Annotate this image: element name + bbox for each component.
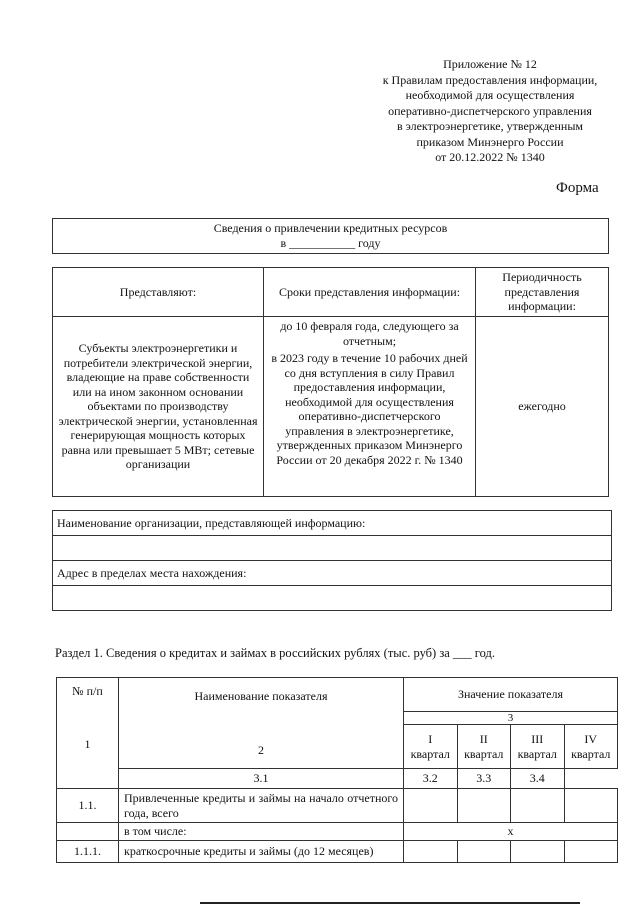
credits-table: [56, 677, 618, 863]
organization-table: [52, 510, 612, 611]
value-cell[interactable]: [457, 789, 511, 823]
periodicity-cell: ежегодно: [476, 317, 609, 497]
row-num: 1.1.: [57, 789, 119, 823]
appendix-line: от 20.12.2022 № 1340: [435, 150, 545, 164]
appendix-line: Приложение № 12: [443, 57, 537, 71]
quarter-3-code: 3.3: [457, 769, 511, 789]
appendix-header: [360, 57, 620, 166]
quarter-label: квартал: [571, 746, 611, 761]
submission-table: [52, 267, 609, 497]
value-cell[interactable]: [404, 789, 458, 823]
form-title-line1: Сведения о привлечении кредитных ресурсов: [213, 221, 448, 235]
page-bottom-line: [200, 902, 580, 904]
header-periodicity: Периодичность представления информации:: [476, 268, 609, 317]
quarter-roman: III: [531, 732, 544, 746]
quarter-roman: II: [479, 732, 488, 746]
who-cell: Субъекты электроэнергетики и потребители электрической энергии, владеющие на праве собственности или на ином законном основании объектами по производству электрической энергии, установленная генерирующая мощность которых равна или превышает 5 МВт; сетевые организации: [53, 317, 264, 497]
address-field[interactable]: [53, 586, 612, 611]
header-who: Представляют:: [53, 268, 264, 317]
row-num: 1.1.1.: [57, 840, 119, 862]
form-title-line2: в ___________ году: [280, 236, 381, 250]
value-cell[interactable]: [564, 840, 618, 862]
value-cell[interactable]: [511, 840, 565, 862]
header-deadline: Сроки представления информации:: [264, 268, 476, 317]
quarter-4-code: 3.4: [511, 769, 565, 789]
value-cell[interactable]: [564, 789, 618, 823]
header-num: [57, 678, 119, 789]
value-cell[interactable]: [511, 789, 565, 823]
quarter-1-code: 3.1: [119, 769, 404, 789]
row-name: Привлеченные кредиты и займы на начало отчетного года, всего: [119, 789, 404, 823]
form-title: [52, 218, 609, 254]
header-num-label: № п/п: [72, 684, 103, 698]
quarter-1-header: [404, 725, 458, 769]
appendix-line: приказом Минэнерго России: [416, 134, 564, 149]
appendix-line: к Правилам предоставления информации,: [382, 72, 598, 87]
org-name-field[interactable]: [53, 536, 612, 561]
quarter-roman: I: [428, 732, 433, 746]
appendix-line: оперативно-диспетчерского управления: [388, 103, 592, 118]
section-title: Раздел 1. Сведения о кредитах и займах в российских рублях (тыс. руб) за ___ год.: [55, 646, 495, 660]
appendix-line: необходимой для осуществления: [405, 88, 575, 102]
org-name-label: Наименование организации, представляющей информацию:: [53, 511, 612, 536]
row-num: [57, 823, 119, 841]
header-value: Значение показателя: [404, 678, 618, 712]
quarter-3-header: [511, 725, 565, 769]
quarter-label: квартал: [517, 746, 557, 761]
quarter-label: квартал: [410, 746, 450, 761]
quarter-4-header: [564, 725, 618, 769]
deadline-text-1: до 10 февраля года, следующего за отчетным;: [280, 319, 459, 348]
header-col-2: 2: [258, 743, 264, 757]
form-label: Форма: [556, 180, 599, 196]
deadline-cell: [264, 317, 476, 497]
deadline-text-2: в 2023 году в течение 10 рабочих дней со дня вступления в силу Правил предоставления информации, необходимой для осуществления оперативно-диспетчерского управления в электроэнергетике, утвержденных приказом Минэнерго России от 20 декабря 2022 г. № 1340: [271, 351, 468, 467]
value-cell[interactable]: [404, 840, 458, 862]
row-name: краткосрочные кредиты и займы (до 12 месяцев): [119, 840, 404, 862]
quarter-2-header: [457, 725, 511, 769]
address-label: Адрес в пределах места нахождения:: [53, 561, 612, 586]
merged-cell: х: [404, 823, 618, 841]
header-name-top: [119, 678, 404, 769]
quarter-label: квартал: [464, 746, 504, 761]
appendix-line: в электроэнергетике, утвержденным: [396, 119, 584, 133]
header-col-1: 1: [84, 736, 91, 751]
header-name-label: Наименование показателя: [194, 688, 328, 703]
row-name: в том числе:: [119, 823, 404, 841]
value-cell[interactable]: [457, 840, 511, 862]
header-col-3: 3: [404, 712, 618, 725]
quarter-roman: IV: [584, 732, 598, 746]
quarter-2-code: 3.2: [404, 769, 458, 789]
